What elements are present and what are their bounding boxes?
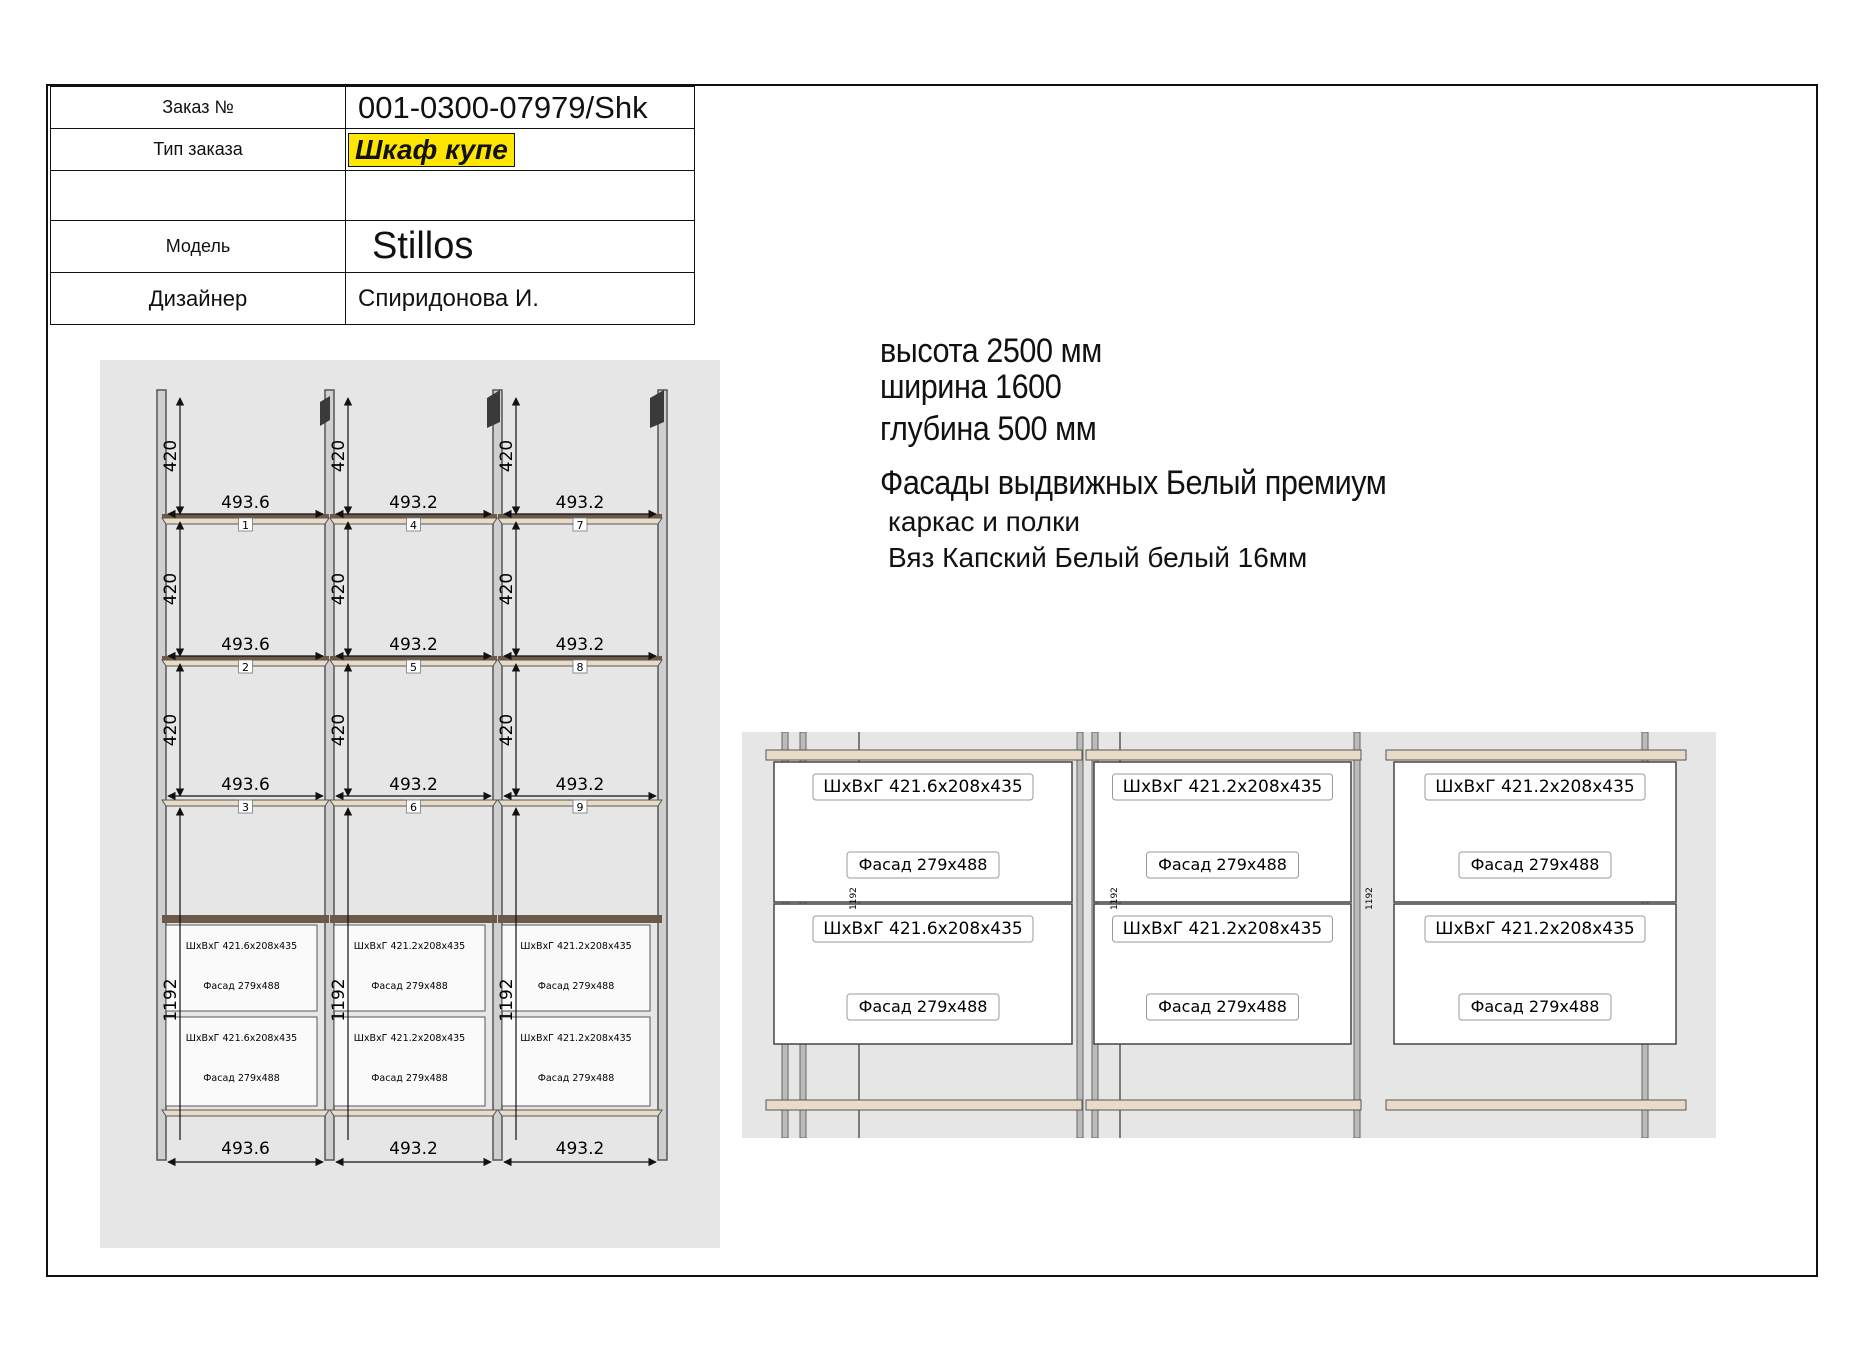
drawer-front — [334, 1017, 485, 1106]
spec-width: ширина 1600 — [880, 368, 1062, 406]
shelf — [1086, 750, 1361, 760]
drawer-facade-label: Фасад 279х488 — [371, 981, 448, 992]
shelf-number: 7 — [576, 519, 584, 532]
drawer-size-label: ШхВхГ 421.6х208х435 — [185, 1033, 298, 1044]
empty-label-cell — [51, 171, 346, 221]
drawer-front — [334, 925, 485, 1011]
width-dimension: 493.2 — [555, 775, 605, 795]
width-dimension: 493.6 — [221, 1139, 270, 1159]
drawer-facade-label: Фасад 279х488 — [203, 1073, 280, 1084]
drawer-front — [166, 1017, 317, 1106]
height-dimension: 420 — [161, 713, 181, 747]
drawer-facade-label: Фасад 279х488 — [858, 997, 988, 1016]
front-view-drawing — [100, 360, 720, 1248]
height-dimension: 1192 — [161, 978, 181, 1022]
drawers-group — [162, 915, 662, 1116]
drawer-facade-label: Фасад 279х488 — [1470, 855, 1600, 874]
drawers-detail-drawing — [742, 732, 1716, 1138]
height-dimension: 1192 — [497, 978, 517, 1022]
drawer-size-label: ШхВхГ 421.6х208х435 — [823, 777, 1023, 797]
empty-value-cell — [346, 171, 695, 221]
shelf-number: 1 — [242, 519, 249, 532]
side-dimension-3: 1192 — [1365, 887, 1375, 910]
designer-value: Спиридонова И. — [346, 273, 695, 325]
drawer-size-label: ШхВхГ 421.2х208х435 — [353, 941, 466, 952]
height-dimension: 420 — [329, 572, 349, 606]
drawer-facade-label: Фасад 279х488 — [537, 981, 615, 992]
drawer-size-label: ШхВхГ 421.2х208х435 — [353, 1033, 466, 1044]
shelf-number: 6 — [410, 801, 417, 814]
drawer-top-shelf — [162, 915, 329, 923]
shelf — [1086, 1100, 1361, 1110]
drawer-size-label: ШхВхГ 421.2х208х435 — [520, 941, 632, 952]
drawer-facade-label: Фасад 279х488 — [537, 1073, 615, 1084]
drawer-size-label: ШхВхГ 421.2х208х435 — [1435, 919, 1635, 939]
drawer-front — [502, 1017, 650, 1106]
shelf-number: 4 — [410, 519, 417, 532]
spec-carcass-material: Вяз Капский Белый белый 16мм — [888, 542, 1308, 573]
height-dimension: 420 — [329, 713, 349, 747]
spec-depth: глубина 500 мм — [880, 410, 1097, 448]
designer-label: Дизайнер — [51, 273, 346, 325]
order-type-label: Тип заказа — [51, 129, 346, 171]
drawer-top-shelf — [330, 915, 497, 923]
width-dimension: 493.2 — [389, 775, 438, 795]
shelf-number: 5 — [410, 661, 417, 674]
height-dimension: 1192 — [329, 978, 349, 1022]
drawer-size-label: ШхВхГ 421.6х208х435 — [185, 941, 298, 952]
height-dimension: 420 — [161, 572, 181, 606]
side-dimension-2: 1192 — [1110, 887, 1120, 910]
side-dimension-1: 1192 — [849, 887, 859, 910]
drawer-facade-label: Фасад 279х488 — [1158, 855, 1287, 874]
drawer-size-label: ШхВхГ 421.2х208х435 — [520, 1033, 632, 1044]
width-dimension: 493.6 — [221, 775, 270, 795]
height-dimension: 420 — [161, 439, 181, 473]
title-block — [50, 86, 695, 325]
height-dimension: 420 — [497, 572, 517, 606]
drawer-size-label: ШхВхГ 421.6х208х435 — [823, 919, 1023, 939]
width-dimension: 493.2 — [555, 635, 605, 655]
height-dimension: 420 — [329, 439, 349, 473]
model-label: Модель — [51, 221, 346, 273]
drawer-front — [166, 925, 317, 1011]
drawer-bottom-shelf — [330, 1110, 497, 1116]
model-value: Stillos — [346, 221, 695, 273]
shelf — [766, 750, 1082, 760]
drawer-size-label: ШхВхГ 421.2х208х435 — [1122, 919, 1323, 939]
shelf — [1386, 1100, 1686, 1110]
spec-height: высота 2500 мм — [880, 332, 1102, 370]
shelf-number: 8 — [576, 661, 584, 674]
height-dimension: 420 — [497, 439, 517, 473]
width-dimension: 493.2 — [555, 1139, 605, 1159]
drawer-bottom-shelf — [498, 1110, 662, 1116]
drawer-facade-label: Фасад 279х488 — [203, 981, 280, 992]
drawer-size-label: ШхВхГ 421.2х208х435 — [1435, 777, 1635, 797]
shelf — [766, 1100, 1082, 1110]
drawer-facade-label: Фасад 279х488 — [858, 855, 988, 874]
drawer-facade-label: Фасад 279х488 — [371, 1073, 448, 1084]
drawer-facade-label: Фасад 279х488 — [1470, 997, 1600, 1016]
shelves-group — [162, 514, 662, 814]
order-type-value: Шкаф купе — [348, 133, 515, 167]
drawer-top-shelf — [498, 915, 662, 923]
width-dimension: 493.2 — [555, 493, 605, 513]
drawer-front — [502, 925, 650, 1011]
order-number: 001-0300-07979/Shk — [346, 87, 695, 129]
shelf-number: 3 — [242, 801, 249, 814]
width-dimension: 493.2 — [389, 1139, 438, 1159]
order-label: Заказ № — [51, 87, 346, 129]
width-dimension: 493.2 — [389, 635, 438, 655]
drawer-facade-label: Фасад 279х488 — [1158, 997, 1287, 1016]
width-dimension: 493.2 — [389, 493, 438, 513]
drawer-fronts-group — [766, 750, 1686, 1110]
width-dimension: 493.6 — [221, 493, 270, 513]
spec-carcass-label: каркас и полки — [888, 506, 1080, 537]
shelf — [1386, 750, 1686, 760]
spec-facades: Фасады выдвижных Белый премиум — [880, 464, 1387, 502]
drawer-size-label: ШхВхГ 421.2х208х435 — [1122, 777, 1323, 797]
shelf-number: 9 — [576, 801, 584, 814]
width-dimension: 493.6 — [221, 635, 270, 655]
height-dimension: 420 — [497, 713, 517, 747]
shelf-number: 2 — [242, 661, 249, 674]
drawer-bottom-shelf — [162, 1110, 329, 1116]
specifications — [880, 332, 1443, 574]
